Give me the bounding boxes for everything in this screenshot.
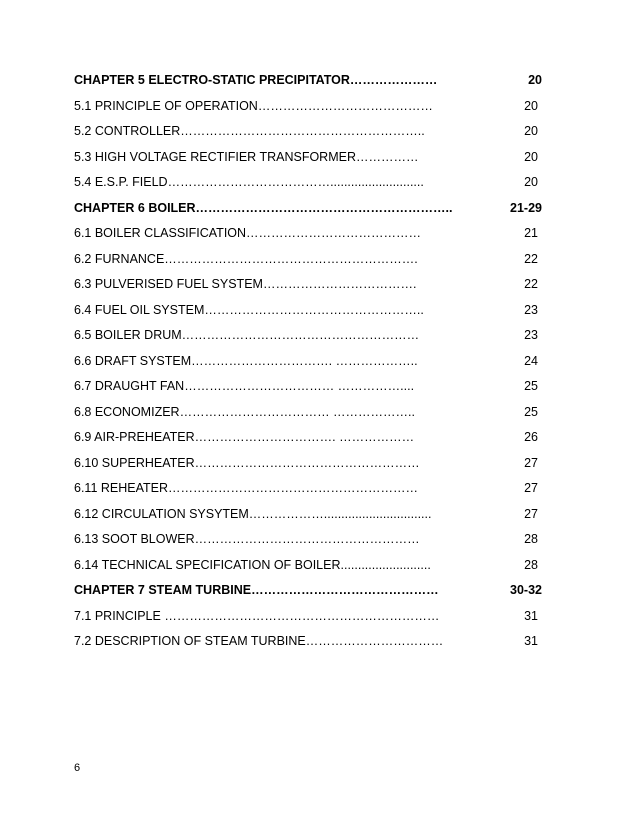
toc-entry-page: 26	[524, 430, 538, 444]
toc-section-entry	[74, 323, 564, 349]
toc-section-entry	[74, 451, 564, 477]
toc-entry-page: 20	[524, 149, 538, 164]
toc-entry-title: 7.2 DESCRIPTION OF STEAM TURBINE……………………………	[74, 634, 444, 648]
toc-entry-title: 6.13 SOOT BLOWER………………………………………………	[74, 532, 420, 546]
toc-entry-title: 6.6 DRAFT SYSTEM……………………………. ………………..	[74, 353, 418, 368]
toc-section-entry	[74, 145, 564, 171]
toc-section-entry	[74, 349, 564, 375]
toc-entry-title: CHAPTER 5 ELECTRO-STATIC PRECIPITATOR…………………	[74, 73, 438, 87]
toc-entry-title: 6.14 TECHNICAL SPECIFICATION OF BOILER..........................	[74, 557, 431, 572]
toc-entry-title: 6.9 AIR-PREHEATER……………………………. ………………	[74, 430, 415, 444]
toc-section-entry	[74, 502, 564, 528]
toc-chapter-entry	[74, 196, 564, 222]
toc-entry-title: 6.4 FUEL OIL SYSTEM……………………………………………..	[74, 302, 424, 317]
toc-section-entry	[74, 400, 564, 426]
toc-chapter-entry	[74, 578, 564, 604]
toc-entry-title: 5.2 CONTROLLER…………………………………………………..	[74, 124, 425, 138]
toc-entry-page: 25	[524, 404, 538, 419]
toc-entry-page: 31	[524, 634, 538, 648]
toc-section-entry	[74, 476, 564, 502]
toc-entry-title: CHAPTER 7 STEAM TURBINE………………………………………	[74, 583, 439, 597]
toc-entry-title: 6.8 ECONOMIZER……………………………… ………………..	[74, 404, 415, 419]
toc-section-entry	[74, 629, 564, 655]
toc-entry-title: 7.1 PRINCIPLE …………………………………………………………	[74, 608, 440, 623]
toc-section-entry	[74, 604, 564, 630]
toc-section-entry	[74, 374, 564, 400]
toc-entry-title: 6.12 CIRCULATION SYSYTEM………………...............................	[74, 506, 432, 521]
toc-section-entry	[74, 221, 564, 247]
toc-entry-page: 23	[524, 302, 538, 317]
toc-section-entry	[74, 94, 564, 120]
toc-entry-page: 27	[524, 455, 538, 470]
toc-entry-page: 30-32	[510, 583, 542, 597]
toc-entry-title: CHAPTER 6 BOILER……………………………………………………..	[74, 200, 453, 215]
toc-section-entry	[74, 272, 564, 298]
toc-entry-page: 25	[524, 379, 538, 393]
toc-entry-page: 27	[524, 506, 538, 521]
toc-entry-title: 5.4 E.S.P. FIELD…………………………………...........................	[74, 175, 424, 189]
toc-entry-page: 20	[524, 98, 538, 113]
toc-entry-title: 5.3 HIGH VOLTAGE RECTIFIER TRANSFORMER……………	[74, 149, 419, 164]
toc-entry-page: 22	[524, 251, 538, 266]
toc-entry-title: 6.2 FURNANCE…………………………………………………….	[74, 251, 418, 266]
toc-section-entry	[74, 553, 564, 579]
toc-entry-page: 22	[524, 277, 538, 291]
toc-entry-page: 31	[524, 608, 538, 623]
toc-entry-page: 21	[524, 226, 538, 240]
toc-section-entry	[74, 425, 564, 451]
toc-entry-title: 6.5 BOILER DRUM…………………………………………………	[74, 328, 420, 342]
toc-entry-title: 6.7 DRAUGHT FAN……………………………… ……………....	[74, 379, 415, 393]
toc-entry-page: 23	[524, 328, 538, 342]
toc-section-entry	[74, 298, 564, 324]
toc-entry-page: 20	[528, 73, 542, 87]
toc-entry-page: 20	[524, 124, 538, 138]
toc-entry-title: 5.1 PRINCIPLE OF OPERATION……………………………………	[74, 98, 433, 113]
toc-entry-page: 28	[524, 532, 538, 546]
toc-entry-title: 6.1 BOILER CLASSIFICATION……………………………………	[74, 226, 422, 240]
toc-entry-page: 21-29	[510, 200, 542, 215]
toc-section-entry	[74, 170, 564, 196]
toc-chapter-entry	[74, 68, 564, 94]
toc-entry-title: 6.10 SUPERHEATER………………………………………………	[74, 455, 420, 470]
toc-entry-page: 20	[524, 175, 538, 189]
table-of-contents	[74, 68, 564, 655]
toc-section-entry	[74, 247, 564, 273]
toc-entry-page: 28	[524, 557, 538, 572]
toc-entry-title: 6.11 REHEATER……………………………………………………	[74, 481, 419, 495]
page-number: 6	[74, 762, 81, 774]
toc-section-entry	[74, 119, 564, 145]
toc-section-entry	[74, 527, 564, 553]
toc-entry-page: 27	[524, 481, 538, 495]
toc-entry-page: 24	[524, 353, 538, 368]
toc-entry-title: 6.3 PULVERISED FUEL SYSTEM……………………………….	[74, 277, 417, 291]
